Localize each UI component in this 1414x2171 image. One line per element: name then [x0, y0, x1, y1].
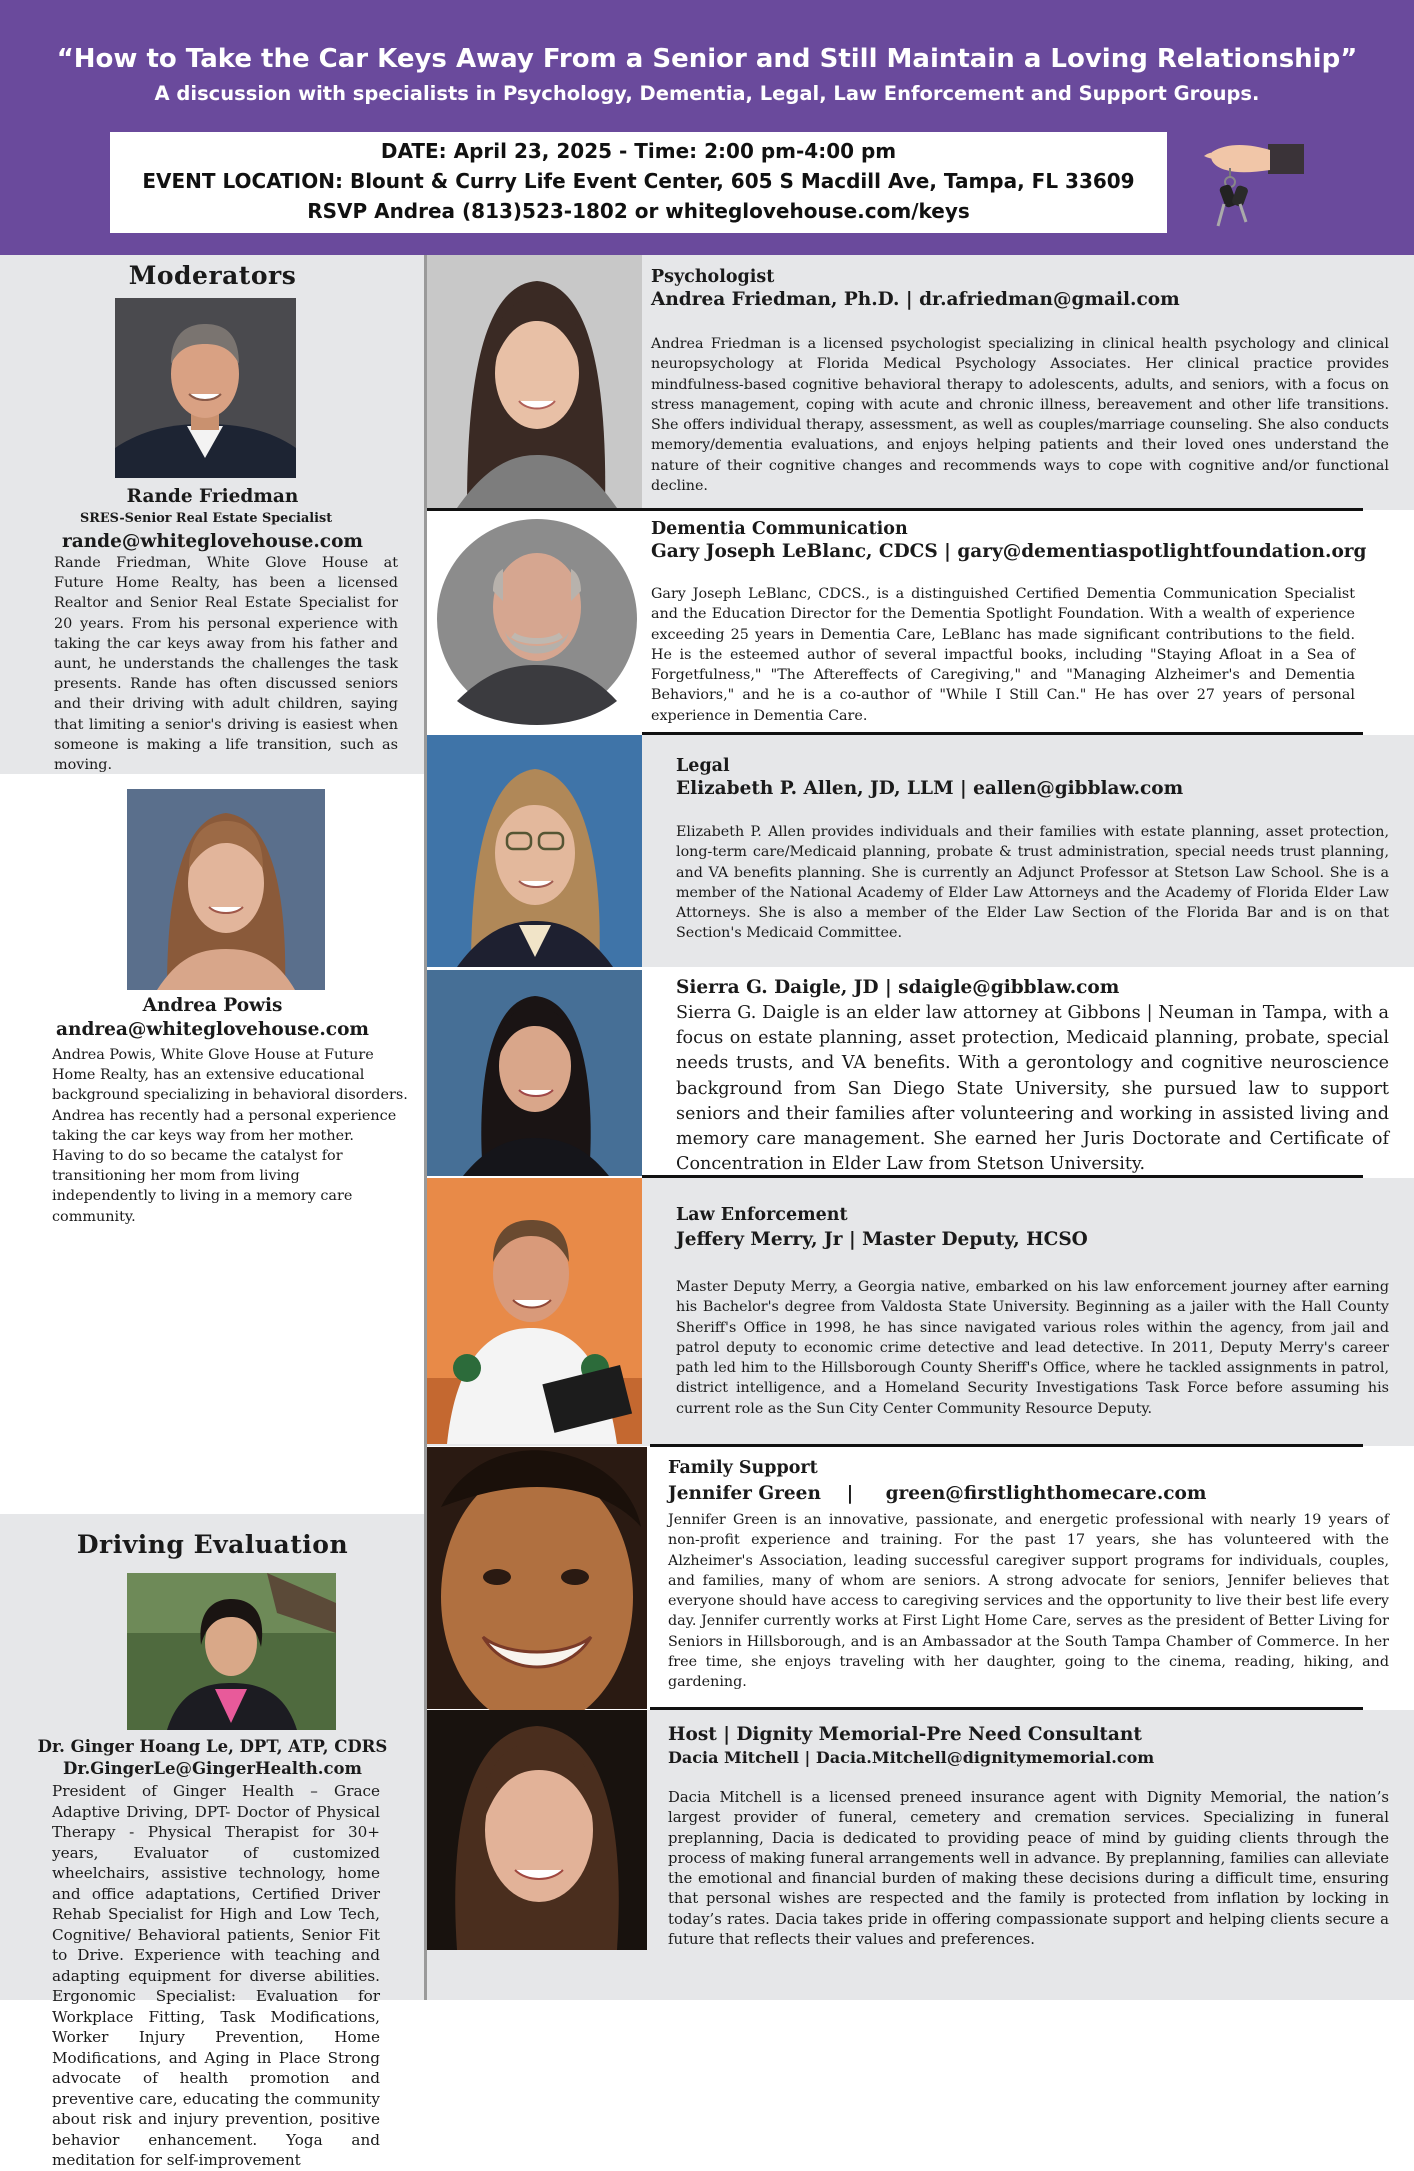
andrea-powis-bio-line: Andrea has recently had a personal experience: [52, 1107, 397, 1124]
speaker-panel-family-support: [427, 1447, 1414, 1709]
sierra-daigle-bio: Sierra G. Daigle is an elder law attorney at Gibbons | Neuman in Tampa, with a focus on estate planning, asset protection, Medicaid planning, probate, special needs trusts, and VA benefits. With a gerontology and cognitive neuroscience background from San Diego State University, she pursued law to support seniors and their families after volunteering and working in assisted living and memory care management. She earned her Juris Doctorate and Certificate of Concentration in Elder Law from Stetson University.: [676, 1003, 1389, 1175]
jeffery-merry-bio: Master Deputy Merry, a Georgia native, embarked on his law enforcement journey after earning his Bachelor's degree from Valdosta State University. Beginning as a jailer with the Hall County Sheriff's Office in 1998, he has since navigated various roles within the agency, from jail and patrol deputy to economic crime detective and lead detective. In 2011, Deputy Merry's career path led him to the Hillsborough County Sheriff's Office, where he tackled assignments in patrol, district intelligence, and a Homeland Security Investigations Task Force before assuming his current role as the Sun City Center Community Resource Deputy.: [676, 1279, 1389, 1417]
andrea-powis-bio-line: transitioning her mom from living: [52, 1168, 300, 1185]
driving-evaluation-block: [0, 1514, 425, 2169]
andrea-powis-photo: [127, 789, 325, 990]
jennifer-green-photo: [427, 1447, 647, 1709]
rande-friedman-photo: [115, 298, 296, 478]
law-enforcement-role: Law Enforcement: [676, 1205, 848, 1225]
left-column: [0, 255, 425, 2169]
andrea-powis-bio-line: community.: [52, 1208, 136, 1225]
host-role: Host | Dignity Memorial-Pre Need Consultant: [668, 1724, 1142, 1745]
gary-leblanc-photo: [427, 511, 642, 734]
andrea-powis-bio-line: Andrea Powis, White Glove House at Future: [52, 1047, 374, 1063]
andrea-powis-bio-line: taking the car keys way from her mother.: [52, 1127, 354, 1144]
andrea-powis-name: Andrea Powis: [142, 995, 283, 1016]
rande-friedman-credential: SRES-Senior Real Estate Specialist: [80, 511, 333, 526]
gary-leblanc-bio: Gary Joseph LeBlanc, CDCS., is a distinguished Certified Dementia Communication Specialist and the Education Director for the Dementia Spotlight Foundation. With a wealth of experience exceeding 25 years in Dementia Care, LeBlanc has made significant contributions to the field. He is the esteemed author of several impactful books, including "Staying Afloat in a Sea of Forgetfulness," "The Aftereffects of Caregiving," and "Managing Alzheimer's and Dementia Behaviors," and he is a co-author of "While I Still Can." He has over 27 years of personal experience in Dementia Care.: [651, 586, 1355, 724]
legal-role: Legal: [676, 756, 730, 776]
dementia-role: Dementia Communication: [651, 519, 908, 539]
jeffery-merry-photo: [427, 1178, 642, 1444]
rande-friedman-bio: Rande Friedman, White Glove House at Future Home Realty, has been a licensed Realtor and Senior Real Estate Specialist for 20 years. From his personal experience with taking the car keys away from his father and aunt, he understands the challenges the task presents. Rande has often discussed seniors and their driving with adult children, saying that limiting a senior's driving is easiest when someone is making a life transition, such as moving.: [54, 555, 398, 774]
family-support-role: Family Support: [668, 1458, 818, 1478]
dacia-mitchell-photo: [427, 1710, 647, 1950]
moderator-rande-block: [0, 255, 425, 774]
moderator-andrea-block: [0, 774, 425, 1514]
event-header: [0, 0, 1414, 255]
driving-evaluation-heading: Driving Evaluation: [76, 1530, 349, 1559]
andrea-friedman-photo: [427, 255, 642, 508]
event-location: EVENT LOCATION: Blount & Curry Life Event Center, 605 S Macdill Ave, Tampa, FL 33609: [142, 169, 1135, 193]
jennifer-green-name[interactable]: Jennifer Green | green@firstlighthomecare.com: [668, 1483, 1207, 1504]
andrea-powis-bio-line: background specializing in behavioral disorders.: [52, 1087, 408, 1104]
speaker-panel-dementia: [427, 511, 1414, 734]
moderators-heading: Moderators: [128, 261, 297, 290]
ginger-le-email[interactable]: Dr.GingerLe@GingerHealth.com: [63, 1759, 362, 1778]
andrea-friedman-bio: Andrea Friedman is a licensed psychologist specializing in clinical health psychology and clinical neuropsychology at Florida Medical Psychology Associates. Her clinical practice provides mindfulness-based cognitive behavioral therapy to adolescents, adults, and seniors, with a focus on stress management, coping with acute and chronic illness, bereavement and other life transitions. She offers individual therapy, assessment, as well as couples/marriage counseling. She also conducts memory/dementia evaluations, and enjoys helping patients and their loved ones understand the nature of their cognitive changes and recommends ways to cope with cognitive and/or functional decline.: [651, 336, 1389, 495]
jeffery-merry-name: Jeffery Merry, Jr | Master Deputy, HCSO: [676, 1229, 1088, 1250]
gary-leblanc-name[interactable]: Gary Joseph LeBlanc, CDCS | gary@dementiaspotlightfoundation.org: [651, 541, 1367, 562]
event-date: DATE: April 23, 2025 - Time: 2:00 pm-4:00 pm: [380, 139, 897, 163]
speaker-panel-law-enforcement: [427, 1178, 1414, 1446]
event-title: “How to Take the Car Keys Away From a Senior and Still Maintain a Loving Relationship”: [56, 44, 1358, 74]
event-info-box: [110, 132, 1167, 233]
hand-holding-car-keys-icon: [1190, 130, 1310, 230]
rande-friedman-email[interactable]: rande@whiteglovehouse.com: [62, 531, 363, 552]
event-rsvp[interactable]: RSVP Andrea (813)523-1802 or whiteglovehouse.com/keys: [307, 199, 970, 223]
jennifer-green-bio: Jennifer Green is an innovative, passionate, and energetic professional with nearly 19 years of non-profit experience and training. For the past 17 years, she has volunteered with the Alzheimer's Association, leading successful caregiver support programs for individuals, couples, and families, many of whom are seniors. A strong advocate for seniors, Jennifer believes that everyone should have access to caregiving services and the opportunity to live their best life every day. Jennifer currently works at First Light Home Care, serves as the president of Better Living for Seniors in Hillsborough, and is an Ambassador at the South Tampa Chamber of Commerce. In her free time, she enjoys traveling with her daughter, going to the cinema, reading, hiking, and gardening.: [668, 1512, 1389, 1691]
sierra-daigle-name[interactable]: Sierra G. Daigle, JD | sdaigle@gibblaw.com: [676, 977, 1120, 998]
andrea-powis-email[interactable]: andrea@whiteglovehouse.com: [56, 1019, 369, 1040]
rande-friedman-name: Rande Friedman: [126, 486, 299, 507]
speaker-panel-host: [427, 1710, 1414, 2000]
ginger-le-photo: [127, 1573, 336, 1730]
sierra-daigle-photo: [427, 970, 642, 1176]
speaker-panel-legal-2: [427, 970, 1414, 1176]
speaker-panel-legal: [427, 735, 1414, 967]
dacia-mitchell-name[interactable]: Dacia Mitchell | Dacia.Mitchell@dignitymemorial.com: [668, 1748, 1155, 1767]
andrea-powis-bio-line: Having to do so became the catalyst for: [52, 1148, 343, 1165]
speaker-panel-psychologist: [427, 255, 1414, 510]
ginger-le-name: Dr. Ginger Hoang Le, DPT, ATP, CDRS: [37, 1737, 388, 1756]
andrea-powis-bio-line: independently to living in a memory care: [52, 1188, 353, 1205]
andrea-friedman-name[interactable]: Andrea Friedman, Ph.D. | dr.afriedman@gmail.com: [651, 289, 1180, 310]
elizabeth-allen-name[interactable]: Elizabeth P. Allen, JD, LLM | eallen@gibblaw.com: [676, 778, 1184, 799]
elizabeth-allen-bio: Elizabeth P. Allen provides individuals and their families with estate planning, asset protection, long-term care/Medicaid planning, probate & trust administration, special needs trust planning, and VA benefits planning. She is currently an Adjunct Professor at Stetson Law School. She is a member of the National Academy of Elder Law Attorneys and the Academy of Florida Elder Law Attorneys. She is also a member of the Elder Law Section of the Florida Bar and is on that Section's Medicaid Committee.: [676, 824, 1389, 942]
andrea-powis-bio: [52, 1045, 412, 1227]
dacia-mitchell-bio: Dacia Mitchell is a licensed preneed insurance agent with Dignity Memorial, the nation’s largest provider of funeral, cemetery and cremation services. Specializing in funeral preplanning, Dacia is dedicated to providing peace of mind by guiding clients through the process of making funeral arrangements well in advance. By preplanning, families can alleviate the emotional and financial burden of making these decisions during a difficult time, ensuring that personal wishes are respected and the family is protected from inflation by locking in today’s rates. Dacia takes pride in offering compassionate support and helping clients secure a future that reflects their values and preferences.: [668, 1789, 1389, 1949]
elizabeth-allen-photo: [427, 735, 642, 967]
event-subtitle: A discussion with specialists in Psychology, Dementia, Legal, Law Enforcement and Support Groups.: [154, 82, 1260, 105]
ginger-le-bio: President of Ginger Health – Grace Adaptive Driving, DPT- Doctor of Physical Therapy - Physical Therapist for 30+ years, Evaluator of customized wheelchairs, assistive technology, home and office adaptations, Certified Driver Rehab Specialist for High and Low Tech, Cognitive/ Behavioral patients, Senior Fit to Drive. Experience with teaching and adapting equipment for diverse abilities. Ergonomic Specialist: Evaluation for Workplace Fitting, Task Modifications, Worker Injury Prevention, Home Modifications, and Aging in Place Strong advocate of health promotion and preventive care, educating the community about risk and injury prevention, positive behavior enhancement. Yoga and meditation for self-improvement: [52, 1782, 380, 2169]
psychologist-role: Psychologist: [651, 267, 775, 287]
andrea-powis-bio-line: Home Realty, has an extensive educational: [52, 1067, 365, 1084]
